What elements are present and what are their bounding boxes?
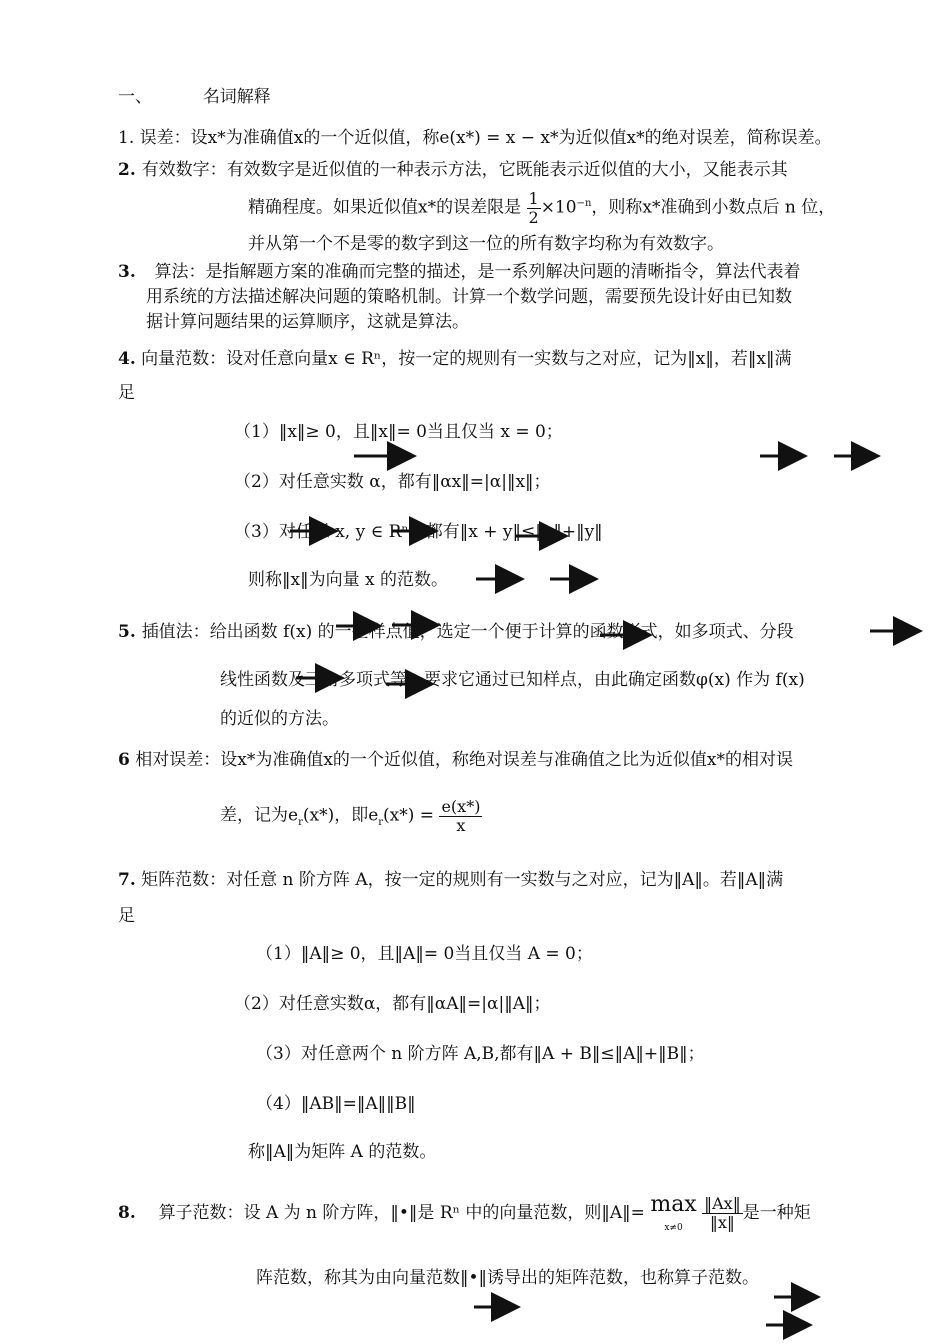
section-heading bbox=[118, 87, 271, 107]
item-8-text-1a: 设 A 为 n 阶方阵，‖•‖是 Rⁿ 中的向量范数，则‖A‖= bbox=[243, 1203, 645, 1223]
item-5-line-2: 线性函数及三角多项式等，要求它通过已知样点，由此确定函数φ(x) 作为 f(x) bbox=[220, 670, 805, 690]
item-1: 1. 误差：设x*为准确值x的一个近似值，称e(x*) = x − x*为近似值x*的绝对误差，简称误差。 bbox=[118, 128, 832, 148]
item-8-line-1 bbox=[118, 1194, 811, 1233]
item-7-number: 7. bbox=[118, 870, 136, 890]
item-1-label: 误差： bbox=[139, 128, 191, 148]
item-6-line-1 bbox=[118, 750, 793, 770]
item-6-text-2b: (x*)，即e bbox=[302, 805, 379, 826]
item-6-label: 相对误差： bbox=[135, 750, 221, 770]
item-7-line-1 bbox=[118, 870, 783, 890]
item-3-text-1: 是指解题方案的准确而完整的描述，是一系列解决问题的清晰指令，算法代表着 bbox=[205, 262, 801, 282]
item-4-label: 向量范数： bbox=[141, 349, 227, 369]
item-7-condition-1: （1）‖A‖≥ 0，且‖A‖= 0当且仅当 A = 0； bbox=[256, 944, 593, 964]
item-4-line-2: 足 bbox=[118, 383, 135, 403]
item-5-label: 插值法： bbox=[141, 622, 210, 642]
item-2-line-2: 精确程度。如果近似值x*的误差限是 $\frac{1}{2}$ $\times 10^{-n}$，则称x*准确到小数点后 n 位， bbox=[248, 189, 836, 227]
section-number: 一、 bbox=[118, 87, 152, 107]
item-6-text-2c: (x*) = bbox=[383, 805, 435, 826]
operator-norm-fraction: $\frac{‖Ax‖}{‖x‖}$ bbox=[704, 1194, 741, 1232]
item-8-line-2: 阵范数，称其为由向量范数‖•‖诱导出的矩阵范数，也称算子范数。 bbox=[256, 1268, 760, 1288]
max-operator: max x≠0 bbox=[650, 1192, 697, 1233]
item-6-text-2a: 差，记为e bbox=[220, 805, 299, 826]
item-7-condition-4: （4）‖AB‖=‖A‖‖B‖ bbox=[256, 1094, 416, 1114]
item-3-number: 3. bbox=[118, 262, 136, 282]
item-1-number: 1 bbox=[118, 128, 129, 148]
item-4-condition-2: （2）对任意实数 α，都有‖αx‖=|α|‖x‖； bbox=[234, 472, 551, 492]
relative-error-fraction: $\frac{e(x*)}{x}$ bbox=[441, 797, 481, 835]
item-6-line-2: 差，记为$e_r(x*)$，即$e_r(x*)$ = $\frac{e(x*)}{x}$ bbox=[220, 797, 481, 835]
item-8-text-1b: 是一种矩 bbox=[742, 1203, 811, 1223]
item-4-line-1 bbox=[118, 349, 791, 369]
item-4-condition-1: （1）‖x‖≥ 0，且‖x‖= 0当且仅当 x = 0； bbox=[234, 422, 563, 442]
section-title: 名词解释 bbox=[202, 87, 271, 107]
item-5-text-1: 给出函数 f(x) 的一些样点值，选定一个便于计算的函数形式，如多项式、分段 bbox=[209, 622, 794, 642]
item-6-number: 6 bbox=[118, 750, 130, 770]
item-7-text-1: 对任意 n 阶方阵 A，按一定的规则有一实数与之对应，记为‖A‖。若‖A‖满 bbox=[226, 870, 784, 890]
item-7-label: 矩阵范数： bbox=[141, 870, 227, 890]
item-6-text-1: 设x*为准确值x的一个近似值，称绝对误差与准确值之比为近似值x*的相对误 bbox=[220, 750, 794, 770]
item-3-label: 算法： bbox=[154, 262, 206, 282]
item-2-text-2c: ，则称x*准确到小数点后 n 位， bbox=[591, 197, 836, 218]
item-3-line-2: 用系统的方法描述解决问题的策略机制。计算一个数学问题，需要预先设计好由已知数 bbox=[146, 287, 792, 307]
item-8-label: 算子范数： bbox=[158, 1203, 244, 1223]
item-5-line-3: 的近似的方法。 bbox=[220, 709, 339, 729]
item-7-condition-2: （2）对任意实数α，都有‖αA‖=|α|‖A‖； bbox=[234, 994, 551, 1014]
item-4-number: 4. bbox=[118, 349, 136, 369]
item-2-text-2a: 精确程度。如果近似值x*的误差限是 bbox=[248, 197, 522, 218]
item-4-text-1: 设对任意向量x ∈ Rⁿ，按一定的规则有一实数与之对应，记为‖x‖，若‖x‖满 bbox=[226, 349, 792, 369]
item-8-number: 8. bbox=[118, 1203, 136, 1223]
item-4-conclusion: 则称‖x‖为向量 x 的范数。 bbox=[248, 570, 448, 590]
item-2-text-2b: ×10 bbox=[540, 197, 577, 218]
item-4-condition-3: （3）对任意 x, y ∈ Rⁿ，都有‖x + y‖≤‖x‖+‖y‖ bbox=[234, 522, 603, 542]
item-5-line-1: 5. 插值法：给出函数 f(x) 的一些样点值，选定一个便于计算的函数形式，如多项式、分段 bbox=[118, 622, 794, 642]
fraction-one-half: $\frac{1}{2}$ bbox=[528, 189, 539, 227]
item-2-label: 有效数字： bbox=[141, 160, 227, 180]
item-3-line-1 bbox=[118, 262, 801, 282]
item-2-line-3: 并从第一个不是零的数字到这一位的所有数字均称为有效数字。 bbox=[248, 234, 724, 254]
item-2-line-1: 2. 有效数字：有效数字是近似值的一种表示方法，它既能表示近似值的大小，又能表示其 bbox=[118, 160, 788, 180]
item-3-line-3: 据计算问题结果的运算顺序，这就是算法。 bbox=[146, 312, 469, 332]
item-7-line-2: 足 bbox=[118, 906, 135, 926]
item-2-number: 2 bbox=[118, 160, 130, 180]
item-7-condition-3: （3）对任意两个 n 阶方阵 A,B,都有‖A + B‖≤‖A‖+‖B‖； bbox=[256, 1044, 705, 1064]
item-1-text: 设x*为准确值x的一个近似值，称e(x*) = x − x*为近似值x*的绝对误差，简称误差。 bbox=[190, 128, 832, 148]
item-5-number: 5 bbox=[118, 622, 130, 642]
item-7-conclusion: 称‖A‖为矩阵 A 的范数。 bbox=[248, 1142, 437, 1162]
item-2-text-1: 有效数字是近似值的一种表示方法，它既能表示近似值的大小，又能表示其 bbox=[226, 160, 788, 180]
